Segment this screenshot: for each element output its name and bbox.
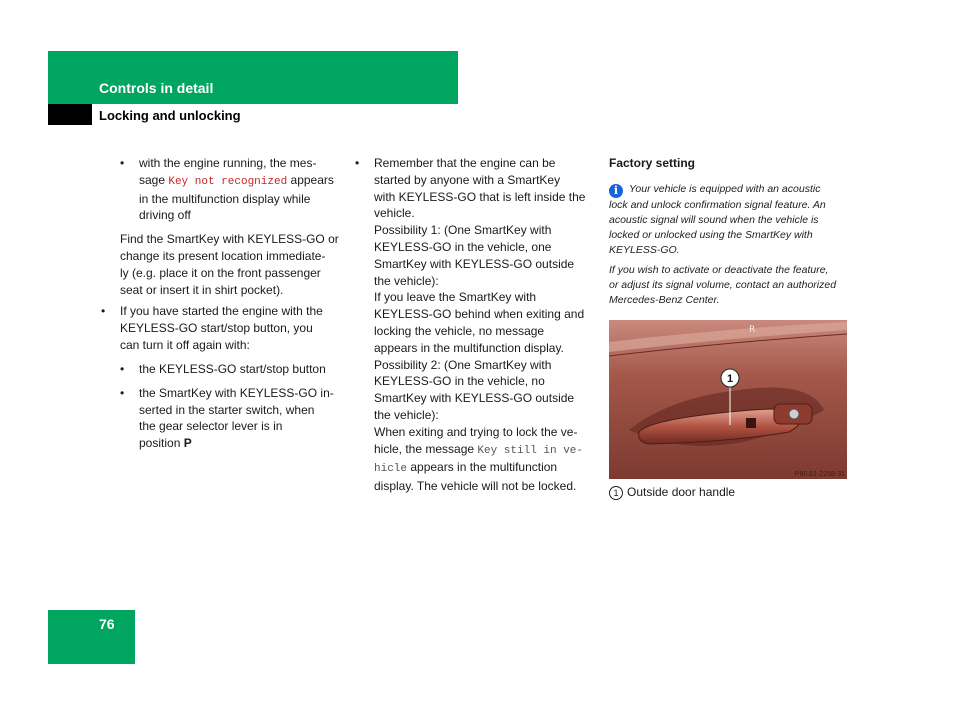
display-message: Key not recognized (168, 175, 288, 188)
text-line: with KEYLESS-GO that is left inside the (374, 189, 586, 204)
text-line: KEYLESS-GO in the vehicle, no (374, 374, 545, 389)
text-line: the KEYLESS-GO start/stop button (139, 362, 326, 376)
list-item (120, 155, 350, 224)
text-line: KEYLESS-GO behind when exiting and (374, 307, 585, 322)
text-line: If you wish to activate or deactivate the feature, (609, 263, 829, 276)
text-line: SmartKey with KEYLESS-GO outside (374, 391, 575, 406)
info-note-2 (609, 263, 854, 308)
text-line: sage Key not recognized appears (139, 172, 334, 188)
figure-caption (609, 485, 735, 500)
text-line: i Your vehicle is equipped with an acoustic (609, 182, 854, 198)
text-line: in the multifunction display while (139, 191, 311, 206)
text-line: KEYLESS-GO. (609, 243, 680, 256)
text-line: If you leave the SmartKey with (374, 290, 537, 305)
page-subtitle: Locking and unlocking (99, 108, 241, 123)
bullet: • (101, 304, 106, 318)
text-line: SmartKey with KEYLESS-GO outside (374, 256, 575, 271)
text-line: Mercedes-Benz Center. (609, 293, 720, 306)
text-line: acoustic signal will sound when the vehicle is (609, 213, 819, 226)
text-line: When exiting and trying to lock the ve- (374, 424, 578, 439)
door-handle-photo (609, 320, 847, 479)
text-line: can turn it off again with: (120, 337, 250, 352)
svg-text:R: R (749, 325, 756, 335)
column-1 (120, 155, 350, 298)
text-line: position P (139, 436, 192, 451)
bullet: • (120, 156, 125, 170)
text-line: seat or insert it in shirt pocket). (120, 282, 284, 297)
display-message: hicle (374, 463, 408, 476)
header-band (48, 51, 458, 104)
text-line: with the engine running, the mes- (139, 156, 317, 170)
text-line: the gear selector lever is in (139, 419, 283, 434)
text-line: Possibility 1: (One SmartKey with (374, 223, 552, 238)
text-line: KEYLESS-GO start/stop button, you (120, 320, 313, 335)
list-item (355, 155, 600, 495)
image-code: P80.61-2258-31 (794, 471, 845, 478)
text-line: or adjust its signal volume, contact an authorized (609, 278, 837, 291)
display-message: Key still in ve- (477, 444, 584, 457)
callout-number: 1 (726, 373, 734, 385)
text-line: lock and unlock confirmation signal feature. An (609, 198, 826, 211)
text-line: driving off (139, 208, 191, 223)
text-line: If you have started the engine with the (120, 304, 323, 318)
page-number-box (48, 610, 135, 664)
bullet: • (120, 385, 125, 400)
info-note (609, 182, 854, 258)
text-line: ly (e.g. place it on the front passenger (120, 265, 321, 280)
column-3 (609, 155, 854, 308)
text-block (374, 155, 600, 441)
factory-setting-heading: Factory setting (609, 156, 696, 170)
paragraph (120, 231, 350, 298)
caption-text: Outside door handle (627, 485, 736, 499)
column-1-sublist (120, 361, 350, 452)
text-line: the vehicle): (374, 273, 439, 288)
text-line: started by anyone with a SmartKey (374, 172, 561, 187)
text-line: Remember that the engine can be (374, 156, 556, 170)
page-number: 76 (99, 616, 115, 632)
text-line: hicle, the message Key still in ve- (374, 441, 584, 457)
column-2 (355, 155, 600, 495)
text-line: Find the SmartKey with KEYLESS-GO or (120, 232, 339, 247)
text-line: KEYLESS-GO in the vehicle, one (374, 239, 552, 254)
list-item (101, 303, 351, 353)
text-line: vehicle. (374, 206, 415, 221)
bullet: • (120, 362, 125, 376)
section-title: Controls in detail (99, 80, 214, 96)
caption-number: 1 (609, 486, 623, 500)
text-line: the vehicle): (374, 407, 439, 422)
info-icon: i (609, 184, 623, 198)
list-item (120, 385, 350, 452)
text-line: hicle appears in the multifunction (374, 460, 558, 476)
text-line: change its present location immediate- (120, 248, 326, 263)
text-line: locked or unlocked using the SmartKey with (609, 228, 813, 241)
column-1-list (101, 303, 351, 353)
text-line: Possibility 2: (One SmartKey with (374, 357, 552, 372)
text-line: display. The vehicle will not be locked. (374, 479, 577, 494)
text-line: locking the vehicle, no message (374, 323, 545, 338)
bullet: • (355, 156, 360, 170)
text-line: serted in the starter switch, when (139, 402, 315, 417)
text-line: appears in the multifunction display. (374, 340, 564, 355)
list-item (120, 361, 350, 378)
door-handle-illustration (609, 320, 847, 479)
header-marker (48, 104, 92, 125)
gear-position: P (183, 436, 192, 451)
text-line: the SmartKey with KEYLESS-GO in- (139, 385, 334, 400)
